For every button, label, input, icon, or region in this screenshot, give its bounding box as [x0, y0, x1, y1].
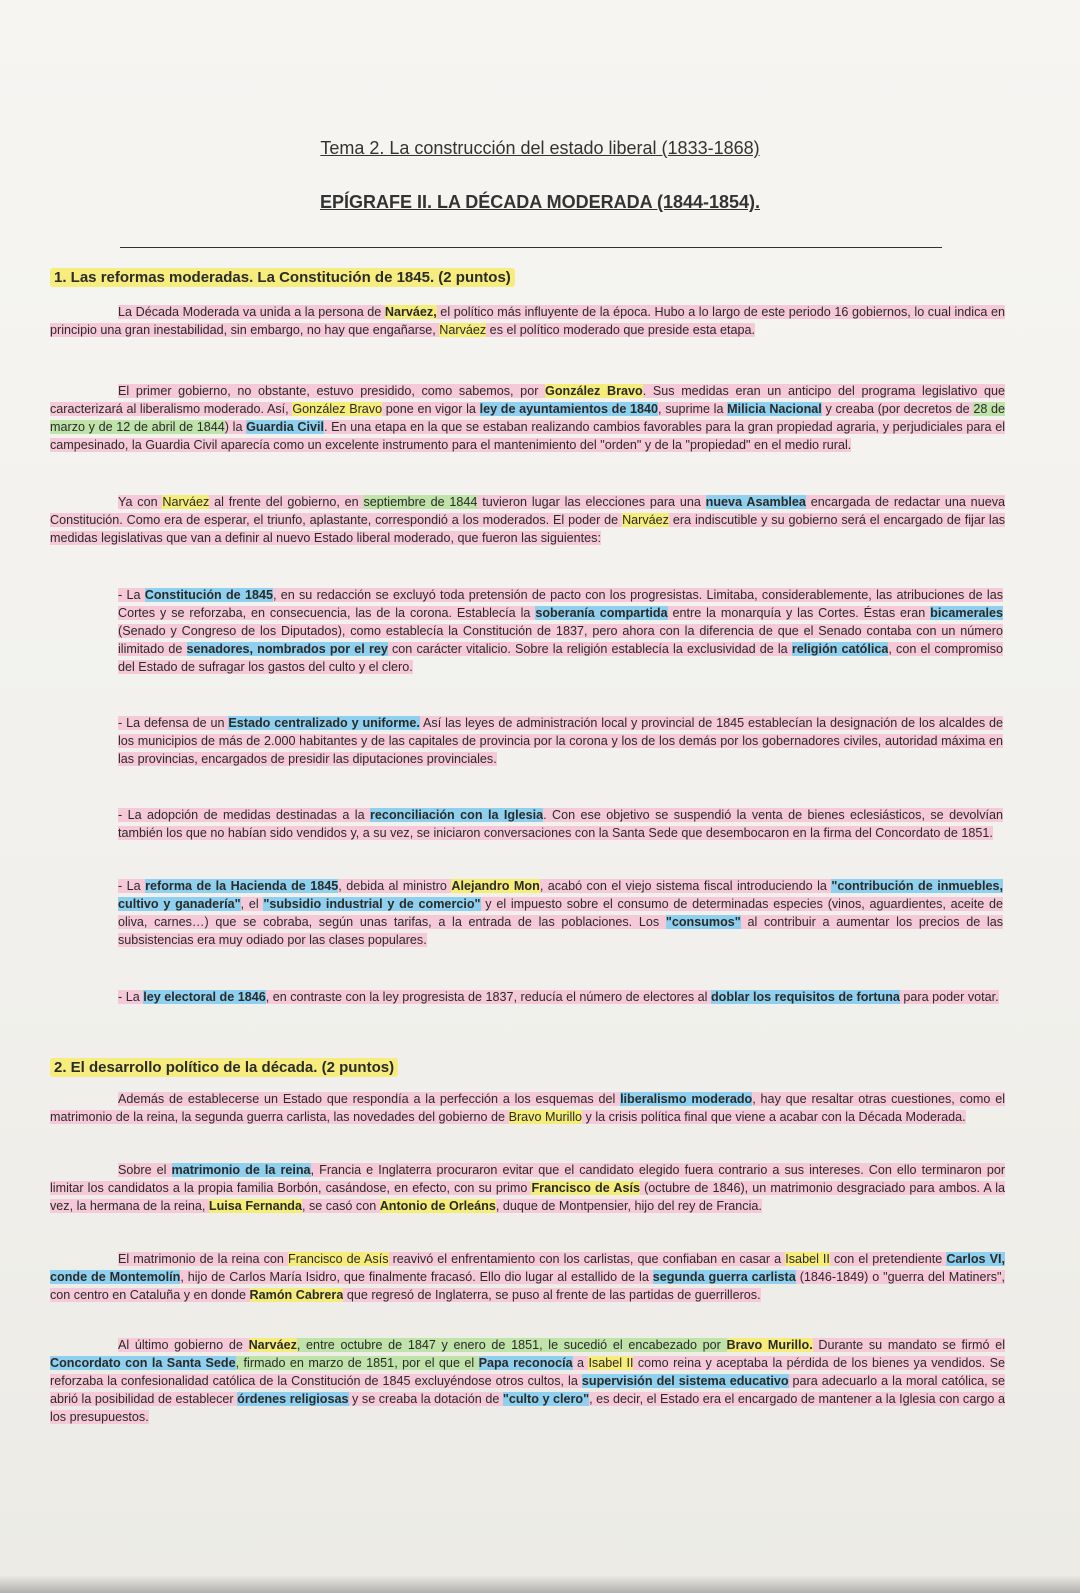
text-run: Alejandro Mon [451, 879, 540, 893]
text-run: era indiscutible y su gobierno será el encargado de fijar las medidas legislativas que van a definir al nuevo Estado liberal moderado, que fueron las siguientes: [50, 513, 1006, 545]
section-heading-1: 1. Las reformas moderadas. La Constitución de 1845. (2 puntos) [50, 268, 515, 287]
text-run: el político más influyente de la época. Hubo a lo largo de este periodo 16 gobiernos, lo cual indica en principio una gran inestabilidad, sin embargo, no hay que engañarse, [50, 305, 1005, 337]
text-run: (octubre de 1846), un matrimonio desgraciado para ambos. A la vez, la hermana de la reina, [50, 1181, 1006, 1213]
text-run: entre la monarquía y las Cortes. Éstas eran [667, 606, 931, 620]
text-run: Ya con [118, 495, 163, 509]
text-run: para poder votar. [899, 990, 999, 1004]
text-run: Carlos VI, conde de Montemolín [50, 1252, 1005, 1284]
text-run: Narváez [248, 1338, 297, 1352]
text-run: Francisco de Asís [531, 1181, 640, 1195]
divider-line [120, 247, 942, 248]
text-run: septiembre de 1844 [363, 495, 478, 509]
text-run: Constitución de 1845 [144, 588, 273, 602]
text-run: Narváez [162, 495, 210, 509]
text-run: . En una etapa en la que se estaban realizando cambios favorables para la gran propiedad agraria, y perjudiciales para el campesinado, la Guardia Civil aparecía como un excelente instrumento para el mantenimiento del "orden" y de la "propiedad" en el medio rural. [50, 420, 1005, 452]
text-run: y el impuesto sobre el consumo de determinadas especies (vinos, aguardientes, aceite de oliva, carnes…) que se cobraba, según unas tarifas, a la entrada de las poblaciones. Los [118, 897, 1003, 929]
text-run: Guardia Civil [246, 420, 324, 434]
text-run: Bravo Murillo [508, 1110, 583, 1124]
paragraph-2-4 [50, 1336, 1005, 1426]
text-run: "contribución de inmuebles, cultivo y ganadería" [118, 879, 1003, 911]
text-run: El matrimonio de la reina con [118, 1252, 288, 1266]
text-run: , acabó con el viejo sistema fiscal introduciendo la [539, 879, 832, 893]
text-run: Narváez, [384, 305, 437, 319]
text-run: Así las leyes de administración local y provincial de 1845 establecían la designación de los alcaldes de los municipios de más de 2.000 habitantes y de las capitales de provincia por la corona y los de los demás por los gobernadores civiles, autoridad máxima en las provincias, encargados de presidir las diputaciones provinciales. [118, 716, 1004, 766]
text-run: liberalismo moderado [620, 1092, 753, 1106]
text-run: Bravo Murillo. [726, 1338, 813, 1352]
text-run: al contribuir a aumentar los precios de las subsistencias era muy odiado por las clases populares. [118, 915, 1003, 947]
text-run: bicamerales [930, 606, 1003, 620]
text-run: matrimonio de la reina [171, 1163, 311, 1177]
text-run: Isabel II [785, 1252, 830, 1266]
bullet-reconciliacion-iglesia [118, 806, 1003, 842]
page-edge-shadow [0, 1575, 1080, 1593]
paragraph-2-1 [50, 1090, 1005, 1126]
text-run: - La adopción de medidas destinadas a la [118, 808, 371, 822]
paragraph-2-2 [50, 1161, 1005, 1215]
text-run: para adecuarlo a la moral católica, se abrió la posibilidad de establecer [50, 1374, 1006, 1406]
page-title: Tema 2. La construcción del estado liberal (1833-1868) [320, 138, 760, 158]
text-run: , es decir, el Estado era el encargado de mantener a la Iglesia con cargo a los presupuestos. [50, 1392, 1005, 1424]
text-run: , en contraste con la ley progresista de 1837, reducía el número de electores al [265, 990, 711, 1004]
text-run: y se creaba la dotación de [348, 1392, 503, 1406]
text-run: Francisco de Asís [288, 1252, 389, 1266]
text-run: , Francia e Inglaterra procuraron evitar que el candidato elegido fuera contrario a sus intereses. Con ello terminaron por limitar los candidatos a la propia familia Borbón, casándose, en efecto, con su primo [50, 1163, 1006, 1195]
text-run: reavivó el enfrentamiento con los carlistas, que confiaban en casar a [388, 1252, 786, 1266]
text-run: (1846-1849) o "guerra del Matiners", con centro en Cataluña y en donde [50, 1270, 1005, 1302]
text-run: supervisión del sistema educativo [581, 1374, 789, 1388]
text-run: segunda guerra carlista [652, 1270, 796, 1284]
text-run: soberanía compartida [535, 606, 668, 620]
page-subtitle: EPÍGRAFE II. LA DÉCADA MODERADA (1844-1854). [319, 192, 761, 212]
text-run: Milicia Nacional [727, 402, 822, 416]
text-run: nueva Asamblea [705, 495, 806, 509]
text-run: - La [118, 990, 144, 1004]
text-run: "consumos" [665, 915, 741, 929]
text-run: - La [118, 588, 145, 602]
bullet-estado-centralizado [118, 714, 1003, 768]
text-run: al frente del gobierno, en [209, 495, 364, 509]
bullet-reforma-hacienda [118, 877, 1003, 949]
text-run: (Senado y Congreso de los Diputados), como establecía la Constitución de 1837, pero ahora con la diferencia de que el Senado contaba con un número ilimitado de [118, 624, 1003, 656]
text-run: - La [118, 879, 146, 893]
text-run: ley electoral de 1846 [143, 990, 266, 1004]
text-run: doblar los requisitos de fortuna [710, 990, 900, 1004]
bullet-constitucion [118, 586, 1003, 676]
text-run: , debida al ministro [338, 879, 452, 893]
text-run: y creaba (por decretos de [821, 402, 974, 416]
text-run: Isabel II [588, 1356, 634, 1370]
text-run: Luisa Fernanda [208, 1199, 302, 1213]
text-run: que regresó de Inglaterra, se puso al frente de las partidas de guerrilleros. [343, 1288, 761, 1302]
text-run: , con el compromiso del Estado de sufragar los gastos del culto y el clero. [118, 642, 1004, 674]
text-run: "culto y clero" [502, 1392, 590, 1406]
text-run: y la crisis política final que viene a acabar con la Década Moderada. [582, 1110, 966, 1124]
text-run: , en su redacción se excluyó toda pretensión de pacto con los progresistas. Limitaba, considerablemente, las atribuciones de las Cortes y se reforzaba, en consecuencia, las de la corona. Establecía la [118, 588, 1003, 620]
text-run: Antonio de Orleáns [379, 1199, 496, 1213]
text-run: , entre octubre de 1847 y enero de 1851, le sucedió el encabezado por [296, 1338, 727, 1352]
text-run: . Con ese objetivo se suspendió la venta de bienes eclesiásticos, se devolvían también los que no habían sido vendidos y, a su vez, se iniciaron conversaciones con la Santa Sede que desembocaron en la firma del Concordato de 1851. [118, 808, 1003, 840]
text-run: Sobre el [118, 1163, 172, 1177]
text-run: , hay que resaltar otras cuestiones, como el matrimonio de la reina, la segunda guerra carlista, las novedades del gobierno de [50, 1092, 1006, 1124]
text-run: tuvieron lugar las elecciones para una [477, 495, 706, 509]
text-run: Durante su mandato se firmó el [812, 1338, 1006, 1352]
text-run: , el [240, 897, 264, 911]
text-run: reconciliación con la Iglesia [370, 808, 544, 822]
text-run: El primer gobierno, no obstante, estuvo presidido, como sabemos, por [118, 384, 546, 398]
text-run: Papa reconocía [478, 1356, 573, 1370]
text-run: , firmado en marzo de 1851, por el que el [235, 1356, 479, 1370]
paragraph-2-3 [50, 1250, 1005, 1304]
text-run: con el pretendiente [829, 1252, 947, 1266]
bullet-ley-electoral [118, 988, 1003, 1006]
paragraph-1-1 [50, 303, 1005, 339]
text-run: La Década Moderada va unida a la persona de [118, 305, 385, 319]
text-run: Estado centralizado y uniforme. [228, 716, 420, 730]
text-run: Ramón Cabrera [249, 1288, 344, 1302]
text-run: , hijo de Carlos María Isidro, que finalmente fracasó. Ello dio lugar al estallido de la [180, 1270, 653, 1284]
paragraph-1-3 [50, 493, 1005, 547]
text-run: reforma de la Hacienda de 1845 [145, 879, 339, 893]
section-heading-2: 2. El desarrollo político de la década. (2 puntos) [50, 1058, 398, 1077]
text-run: Narváez [622, 513, 669, 527]
text-run: ley de ayuntamientos de 1840 [479, 402, 659, 416]
text-run: Narváez [439, 323, 487, 337]
text-run: es el político moderado que preside esta etapa. [486, 323, 756, 337]
text-run: senadores, nombrados por el rey [186, 642, 388, 656]
text-run: órdenes religiosas [237, 1392, 349, 1406]
text-run: encargada de redactar una nueva Constitución. Como era de esperar, el triunfo, aplastante, correspondió a los moderados. El poder de [50, 495, 1005, 527]
text-run: González Bravo [292, 402, 383, 416]
text-run: con carácter vitalicio. Sobre la religión establecía la exclusividad de la [387, 642, 792, 656]
text-run: pone en vigor la [382, 402, 480, 416]
text-run: . Sus medidas eran un anticipo del programa legislativo que caracterizará al liberalismo moderado. Así, [50, 384, 1005, 416]
text-run: , duque de Montpensier, hijo del rey de Francia. [495, 1199, 762, 1213]
text-run: Al último gobierno de [118, 1338, 249, 1352]
text-run: a [572, 1356, 589, 1370]
text-run: como reina y aceptaba la pérdida de los bienes ya vendidos. Se reforzaba la confesionalidad católica de la Constitución de 1845 excluyéndose otros cultos, la [50, 1356, 1005, 1388]
text-run: "subsidio industrial y de comercio" [263, 897, 481, 911]
text-run: 28 de marzo y de 12 de abril de 1844 [50, 402, 1006, 434]
text-run: ) la [224, 420, 247, 434]
text-run: , se casó con [302, 1199, 380, 1213]
text-run: - La defensa de un [118, 716, 229, 730]
text-run: Además de establecerse un Estado que respondía a la perfección a los esquemas del [118, 1092, 621, 1106]
text-run: , suprime la [658, 402, 728, 416]
text-run: González Bravo [545, 384, 643, 398]
paragraph-1-2 [50, 382, 1005, 454]
text-run: religión católica [791, 642, 889, 656]
text-run: Concordato con la Santa Sede [50, 1356, 236, 1370]
